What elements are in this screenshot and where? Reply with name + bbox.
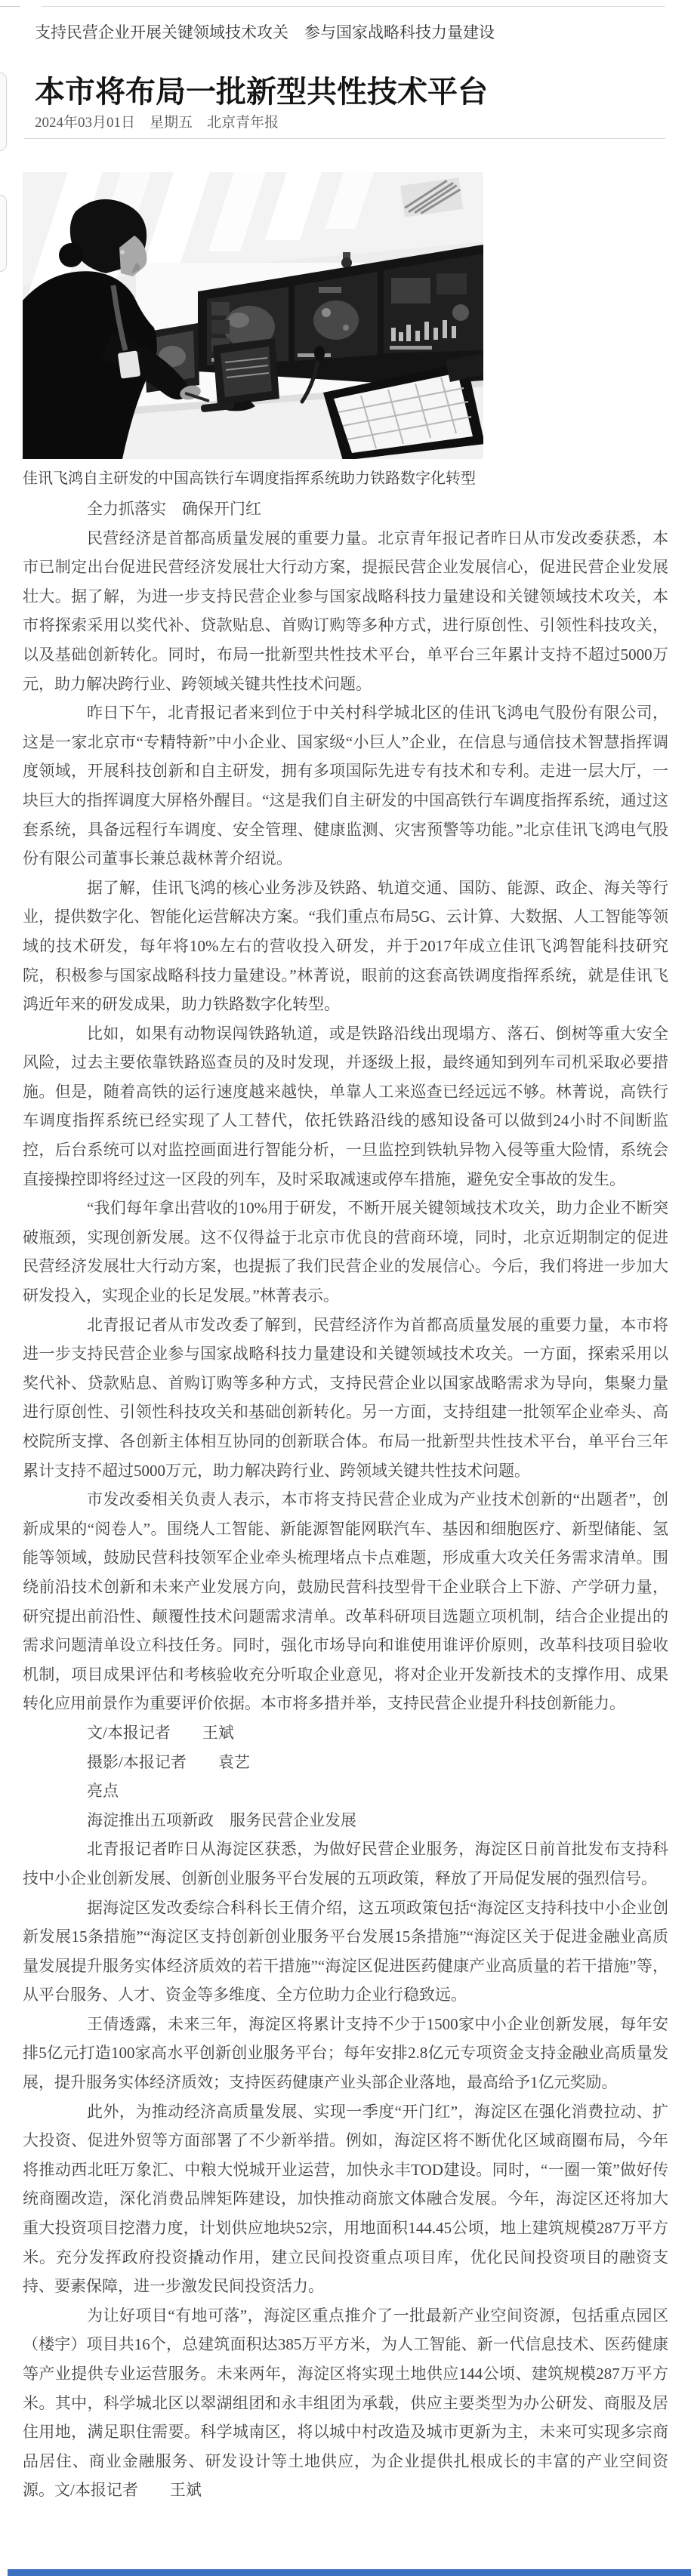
article-body (23, 495, 668, 2505)
dateline: 2024年03月01日 星期五 北京青年报 (35, 115, 279, 131)
paragraph: 民营经济是首都高质量发展的重要力量。北京青年报记者昨日从市发改委获悉，本市已制定出台促进民营经济发展壮大行动方案，提振民营企业发展信心，促进民营企业发展壮大。据了解，为进一步支持民营企业参与国家战略科技力量建设和关键领域技术攻关，本市将探索采用以奖代补、贷款贴息、首购订购等多种方式，进行原创性、引领性科技攻关，以及基础创新转化。同时，布局一批新型共性技术平台，单平台三年累计支持不超过5000万元，助力解决跨行业、跨领域关键共性技术问题。 (23, 528, 668, 693)
page-title: 本市将布局一批新型共性技术平台 (35, 74, 488, 109)
paragraph: 据海淀区发改委综合科科长王倩介绍，这五项政策包括“海淀区支持科技中小企业创新发展15条措施”“海淀区支持创新创业服务平台发展15条措施”“海淀区关于促进金融业高质量发展提升服务实体经济质效的若干措施”“海淀区促进医药健康产业高质量的若干措施”等，从平台服务、人才、资金等多维度、全方位助力企业行稳致远。 (23, 1898, 668, 2004)
kicker: 支持民营企业开展关键领域技术攻关 参与国家战略科技力量建设 (35, 23, 495, 42)
content-top-border (42, 6, 665, 7)
edge-hairline (0, 6, 20, 7)
byline-author: 文/本报记者 王斌 (87, 1723, 234, 1742)
paragraph: 北青报记者从市发改委了解到，民营经济作为首都高质量发展的重要力量，本市将进一步支持民营企业参与国家战略科技力量建设和关键领域技术攻关。一方面，探索采用以奖代补、贷款贴息、首购订购等多种方式，支持民营企业以国家战略需求为导向，集聚力量进行原创性、引领性科技攻关和基础创新转化。另一方面，支持组建一批领军企业牵头、高校院所支撑、各创新主体相互协同的创新联合体。布局一批新型共性技术平台，单平台三年累计支持不超过5000万元，助力解决跨行业、跨领域关键共性技术问题。 (23, 1315, 668, 1480)
paragraph: 王倩透露，未来三年，海淀区将累计支持不少于1500家中小企业创新发展，每年安排5亿元打造100家高水平创新创业服务平台；每年安排2.8亿元专项资金支持金融业高质量发展，提升服务实体经济质效；支持医药健康产业头部企业落地，最高给予1亿元奖励。 (23, 2014, 668, 2092)
paragraph: 比如，如果有动物误闯铁路轨道，或是铁路沿线出现塌方、落石、倒树等重大安全风险，过去主要依靠铁路巡查员的及时发现，并逐级上报，最终通知到列车司机采取必要措施。但是，随着高铁的运行速度越来越快，单靠人工来巡查已经远远不够。林菁说，高铁行车调度指挥系统已经实现了人工替代，依托铁路沿线的感知设备可以做到24小时不间断监控，后台系统可以对监控画面进行智能分析，一旦监控到铁轨异物入侵等重大险情，系统会直接操控即将经过这一区段的列车，及时采取减速或停车措施，避免安全事故的发生。 (23, 1024, 668, 1188)
photo-caption: 佳讯飞鸿自主研发的中国高铁行车调度指挥系统助力铁路数字化转型 (23, 470, 476, 487)
header-divider (24, 138, 665, 139)
paragraph: 为让好项目“有地可落”，海淀区重点推介了一批最新产业空间资源，包括重点园区（楼宇）项目共16个，总建筑面积达385万平方米，为人工智能、新一代信息技术、医药健康等产业提供专业运营服务。未来两年，海淀区将实现土地供应144公顷、建筑规模287万平方米。其中，科学城北区以翠湖组团和永丰组团为承载，供应主要类型为办公研发、商服及居住用地，满足职住需要。科学城南区，将以城中村改造及城市更新为主，未来可实现多宗商品居住、商业金融服务、研发设计等土地供应，为企业提供扎根成长的丰富的产业空间资源。文/本报记者 王斌 (23, 2306, 668, 2500)
paragraph: 市发改委相关负责人表示，本市将支持民营企业成为产业技术创新的“出题者”，创新成果的“阅卷人”。围绕人工智能、新能源智能网联汽车、基因和细胞医疗、新型储能、氢能等领域，鼓励民营科技领军企业牵头梳理堵点卡点难题，形成重大攻关任务需求清单。围绕前沿技术创新和未来产业发展方向，鼓励民营科技型骨干企业联合上下游、产学研力量，研究提出前沿性、颠覆性技术问题需求清单。改革科研项目选题立项机制，结合企业提出的需求问题清单设立科技任务。同时，强化市场导向和谁使用谁评价原则，改革科技项目验收机制，项目成果评估和考核验收充分听取企业意见，将对企业开发新技术的支撑作用、成果转化应用前景作为重要评价依据。本市将多措并举，支持民营企业提升科技创新能力。 (23, 1490, 668, 1713)
paragraph: 昨日下午，北青报记者来到位于中关村科学城北区的佳讯飞鸿电气股份有限公司，这是一家北京市“专精特新”中小企业、国家级“小巨人”企业，在信息与通信技术智慧指挥调度领域，开展科技创新和自主研发，拥有多项国际先进专有技术和专利。走进一层大厅，一块巨大的指挥调度大屏格外醒目。“这是我们自主研发的中国高铁行车调度指挥系统，通过这套系统，具备远程行车调度、安全管理、健康监测、灾害预警等功能。”北京佳讯飞鸿电气股份有限公司董事长兼总裁林菁介绍说。 (23, 704, 668, 868)
section-label-highlights: 亮点 (87, 1782, 119, 1801)
paragraph: 北青报记者昨日从海淀区获悉，为做好民营企业服务，海淀区日前首批发布支持科技中小企业创新发展、创新创业服务平台发展的五项政策，释放了开局促发展的强烈信号。 (23, 1840, 668, 1887)
paragraph: 此外，为推动经济高质量发展、实现一季度“开门红”，海淀区在强化消费拉动、扩大投资、促进外贸等方面部署了不少新举措。例如，海淀区将不断优化区域商圈布局，今年将推动西北旺万象汇、中粮大悦城开业运营，加快永丰TOD建设。同时，“一圈一策”做好传统商圈改造，深化消费品牌矩阵建设，加快推动商旅文体融合发展。今年，海淀区还将加大重大投资项目挖潜力度，计划供应地块52宗，用地面积144.45公顷，地上建筑规模287万平方米。充分发挥政府投资撬动作用，建立民间投资重点项目库，优化民间投资项目的融资支持、要素保障，进一步激发民间投资活力。 (23, 2102, 668, 2296)
edge-panel-fragment (0, 195, 7, 272)
byline-photographer: 摄影/本报记者 袁艺 (87, 1752, 250, 1771)
article-photo (23, 172, 483, 459)
paragraph: “我们每年拿出营收的10%用于研发，不断开展关键领域技术攻关，助力企业不断突破瓶颈，实现创新发展。这不仅得益于北京市优良的营商环境，同时，北京近期制定的促进民营经济发展壮大行动方案，也提振了我们民营企业的发展信心。今后，我们将进一步加大研发投入，实现企业的长足发展。”林菁表示。 (23, 1199, 668, 1305)
sub-headline: 海淀推出五项新政 服务民营企业发展 (87, 1810, 356, 1829)
paragraph: 据了解，佳讯飞鸿的核心业务涉及铁路、轨道交通、国防、能源、政企、海关等行业，提供数字化、智能化运营解决方案。“我们重点布局5G、云计算、大数据、人工智能等领域的技术研发，每年将10%左右的营收投入研发，并于2017年成立佳讯飞鸿智能科技研究院，积极参与国家战略科技力量建设。”林菁说，眼前的这套高铁调度指挥系统，就是佳讯飞鸿近年来的研发成果，助力铁路数字化转型。 (23, 878, 668, 1014)
standfirst: 全力抓落实 确保开门红 (87, 500, 261, 518)
control-room-photo (23, 172, 483, 459)
edge-panel-fragment (0, 72, 7, 151)
bottom-accent-bar (8, 2569, 691, 2576)
